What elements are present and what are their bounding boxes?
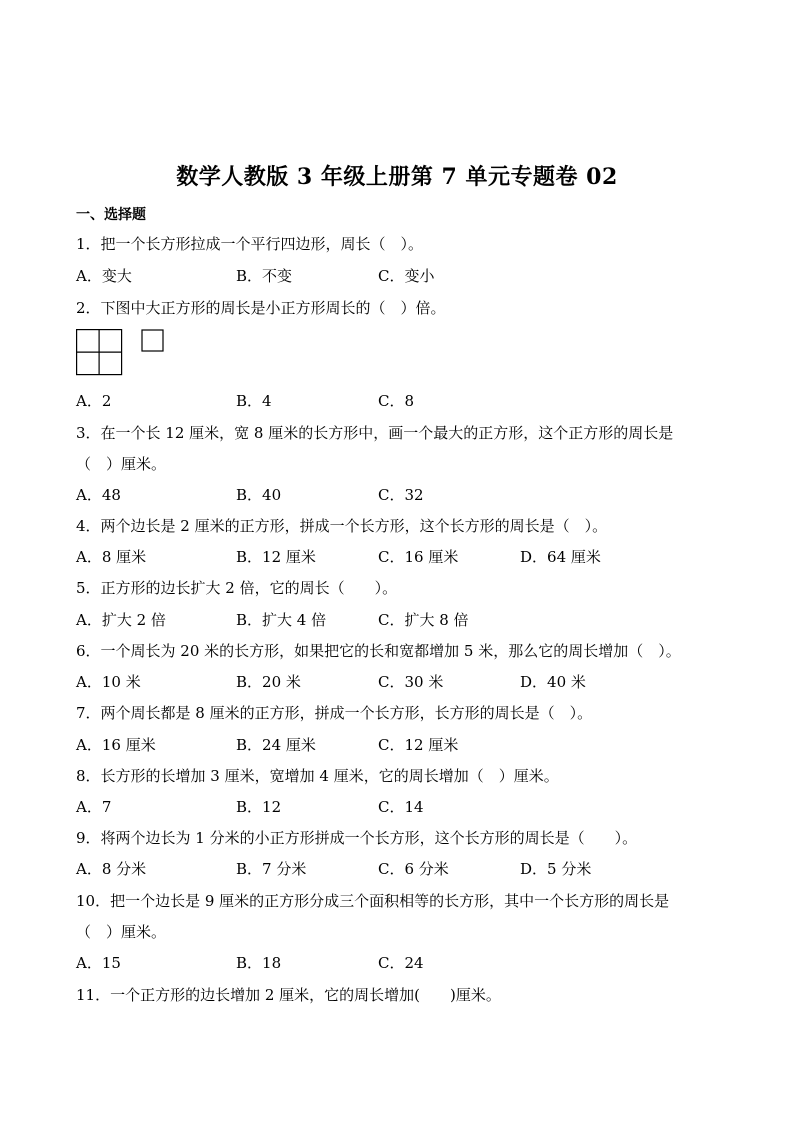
option-a: A．变大: [76, 267, 132, 285]
option-a: A．16 厘米: [76, 736, 156, 754]
question-3-text-cont: （ ）厘米。: [76, 455, 167, 473]
question-4-text: 4．两个边长是 2 厘米的正方形，拼成一个长方形，这个长方形的周长是（ ）。: [76, 517, 608, 535]
option-b: B．24 厘米: [236, 736, 316, 754]
option-a: A．10 米: [76, 673, 141, 691]
option-c: C．6 分米: [378, 860, 449, 878]
question-1-text: 1．把一个长方形拉成一个平行四边形，周长（ ）。: [76, 235, 424, 253]
question-7-text: 7．两个周长都是 8 厘米的正方形，拼成一个长方形，长方形的周长是（ ）。: [76, 704, 593, 722]
option-c: C．变小: [378, 267, 435, 285]
large-square-figure: [77, 330, 122, 375]
option-c: C．16 厘米: [378, 548, 459, 566]
option-c: C．8: [378, 392, 415, 410]
option-c: C．14: [378, 798, 424, 816]
option-b: B．20 米: [236, 673, 301, 691]
question-10-text-cont: （ ）厘米。: [76, 923, 167, 941]
option-b: B．不变: [236, 267, 293, 285]
question-9-text: 9．将两个边长为 1 分米的小正方形拼成一个长方形，这个长方形的周长是（ ）。: [76, 829, 638, 847]
option-a: A．扩大 2 倍: [76, 611, 166, 629]
small-square-figure: [142, 330, 163, 351]
option-d: D．5 分米: [520, 860, 592, 878]
option-a: A．7: [76, 798, 112, 816]
question-2-text: 2．下图中大正方形的周长是小正方形周长的（ ）倍。: [76, 299, 446, 317]
option-b: B．40: [236, 486, 282, 504]
option-c: C．12 厘米: [378, 736, 459, 754]
option-d: D．40 米: [520, 673, 586, 691]
option-b: B．4: [236, 392, 272, 410]
option-a: A．48: [76, 486, 121, 504]
option-c: C．24: [378, 954, 424, 972]
page-title: 数学人教版 3 年级上册第 7 单元专题卷 02: [176, 164, 618, 190]
question-5-text: 5．正方形的边长扩大 2 倍，它的周长（ ）。: [76, 579, 398, 597]
option-b: B．18: [236, 954, 282, 972]
option-c: C．32: [378, 486, 424, 504]
squares-figure: [76, 329, 176, 377]
option-d: D．64 厘米: [520, 548, 601, 566]
question-11-text: 11．一个正方形的边长增加 2 厘米，它的周长增加( )厘米。: [76, 986, 501, 1004]
option-a: A．15: [76, 954, 121, 972]
option-a: A．8 分米: [76, 860, 147, 878]
question-6-text: 6．一个周长为 20 米的长方形，如果把它的长和宽都增加 5 米，那么它的周长增加（ ）。: [76, 642, 681, 660]
option-b: B．12: [236, 798, 282, 816]
option-b: B．扩大 4 倍: [236, 611, 327, 629]
question-3-text: 3．在一个长 12 厘米，宽 8 厘米的长方形中，画一个最大的正方形，这个正方形的周长是: [76, 424, 674, 442]
option-b: B．7 分米: [236, 860, 307, 878]
section-heading: 一、选择题: [76, 207, 146, 223]
question-8-text: 8．长方形的长增加 3 厘米，宽增加 4 厘米，它的周长增加（ ）厘米。: [76, 767, 559, 785]
option-b: B．12 厘米: [236, 548, 316, 566]
option-c: C．30 米: [378, 673, 444, 691]
option-a: A．8 厘米: [76, 548, 147, 566]
question-10-text: 10．把一个边长是 9 厘米的正方形分成三个面积相等的长方形，其中一个长方形的周长是: [76, 892, 670, 910]
option-c: C．扩大 8 倍: [378, 611, 469, 629]
option-a: A．2: [76, 392, 112, 410]
